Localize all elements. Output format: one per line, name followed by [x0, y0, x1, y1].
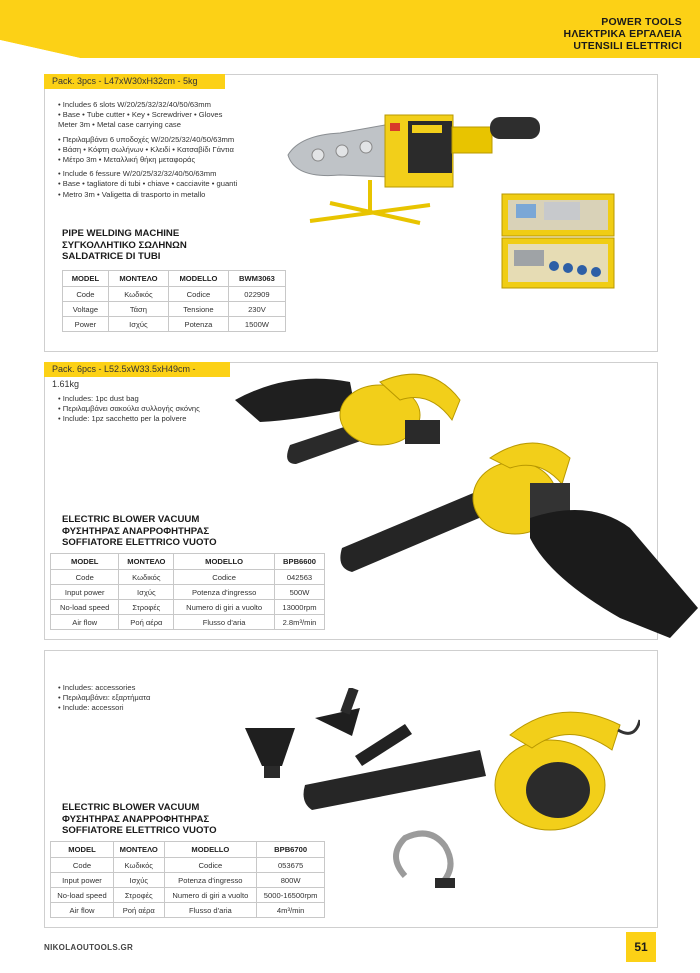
bullet: • Περιλαμβάνει: εξαρτήματα [58, 693, 151, 703]
table-row: Code Κωδικός Codice 042563 [51, 570, 325, 585]
table-row: Air flow Ροή αέρα Flusso d'aria 4m³/min [51, 903, 325, 918]
table-header-row: MODEL ΜΟΝΤΕΛΟ MODELLO BWM3063 [63, 271, 286, 287]
spec-table [50, 553, 325, 630]
bullet: • Include 6 fessure W/20/25/32/32/40/50/63mm [58, 169, 217, 179]
spec-table [50, 841, 325, 918]
table-row: Input power Ισχύς Potenza d'ingresso 800W [51, 873, 325, 888]
metal-case-image [498, 186, 620, 296]
product-title: ELECTRIC BLOWER VACUUM ΦΥΣΗΤΗΡΑΣ ΑΝΑΡΡΟΦΗΤΗΡΑΣ SOFFIATORE ELETTRICO VUOTO [62, 514, 217, 548]
bullet: • Base • Tube cutter • Key • Screwdriver • Gloves [58, 110, 223, 120]
bullet: • Βάση • Κόφτη σωλήνων • Κλειδί • Κατσαβίδι Γάντια [58, 144, 234, 154]
table-row: Power Ισχύς Potenza 1500W [63, 317, 286, 332]
bullet: • Includes 6 slots W/20/25/32/32/40/50/63mm [58, 100, 211, 109]
product-title: PIPE WELDING MACHINE ΣΥΓΚΟΛΛΗΤΙΚΟ ΣΩΛΗΝΩΝ SALDATRICE DI TUBI [62, 228, 187, 262]
header-line-en: POWER TOOLS [601, 16, 682, 28]
table-row: Code Κωδικός Codice 053675 [51, 858, 325, 873]
bullet: • Περιλαμβάνει 6 υποδοχές W/20/25/32/40/50/63mm [58, 134, 235, 144]
flexible-hose-image [385, 826, 465, 891]
table-row: Voltage Τάση Tensione 230V [63, 302, 286, 317]
header-line-it: UTENSILI ELETTRICI [573, 40, 682, 52]
bullet: • Includes: accessories [58, 683, 136, 692]
header-line-el: ΗΛΕΚΤΡΙΚΑ ΕΡΓΑΛΕΙΑ [563, 28, 682, 40]
bullet: • Base • tagliatore di tubi • chiave • cacciavite • guanti [58, 179, 238, 189]
table-row: No-load speed Στροφές Numero di giri a vuolto 5000-16500rpm [51, 888, 325, 903]
bullet: • Include: 1pz sacchetto per la polvere [58, 414, 187, 424]
footer-website: NIKOLAOUTOOLS.GR [44, 943, 134, 952]
spec-table [62, 270, 286, 332]
product-title: ELECTRIC BLOWER VACUUM ΦΥΣΗΤΗΡΑΣ ΑΝΑΡΡΟΦΗΤΗΡΑΣ SOFFIATORE ELETTRICO VUOTO [62, 802, 217, 836]
table-header-row: MODEL ΜΟΝΤΕΛΟ MODELLO BPB6600 [51, 554, 325, 570]
blower-bpb6700-image [300, 690, 640, 840]
blower-vacuum-image [330, 428, 700, 640]
table-row: Code Κωδικός Codice 022909 [63, 287, 286, 302]
product-bullets [58, 683, 150, 714]
product-bullets [58, 100, 237, 200]
pack-info: Pack. 6pcs - L52.5xW33.5xH49cm - 1.61kg [44, 362, 230, 377]
product-bullets [58, 394, 200, 425]
table-row: Air flow Ροή αέρα Flusso d'aria 2.8m³/min [51, 615, 325, 630]
bullet: Meter 3m • Metal case carrying case [58, 120, 181, 130]
bullet: • Περιλαμβάνει σακούλα συλλογής σκόνης [58, 404, 200, 414]
bullet: • Include: accessori [58, 703, 124, 713]
bullet: • Μέτρο 3m • Μεταλλική θήκη μεταφοράς [58, 155, 196, 165]
table-row: Input power Ισχύς Potenza d'ingresso 500W [51, 585, 325, 600]
table-header-row: MODEL ΜΟΝΤΕΛΟ MODELLO BPB6700 [51, 842, 325, 858]
page-number: 51 [626, 932, 656, 962]
bullet: • Includes: 1pc dust bag [58, 394, 139, 403]
table-row: No-load speed Στροφές Numero di giri a vuolto 13000rpm [51, 600, 325, 615]
bullet: • Metro 3m • Valigetta di trasporto in metallo [58, 189, 206, 199]
pack-info: Pack. 3pcs - L47xW30xH32cm - 5kg [44, 74, 225, 89]
